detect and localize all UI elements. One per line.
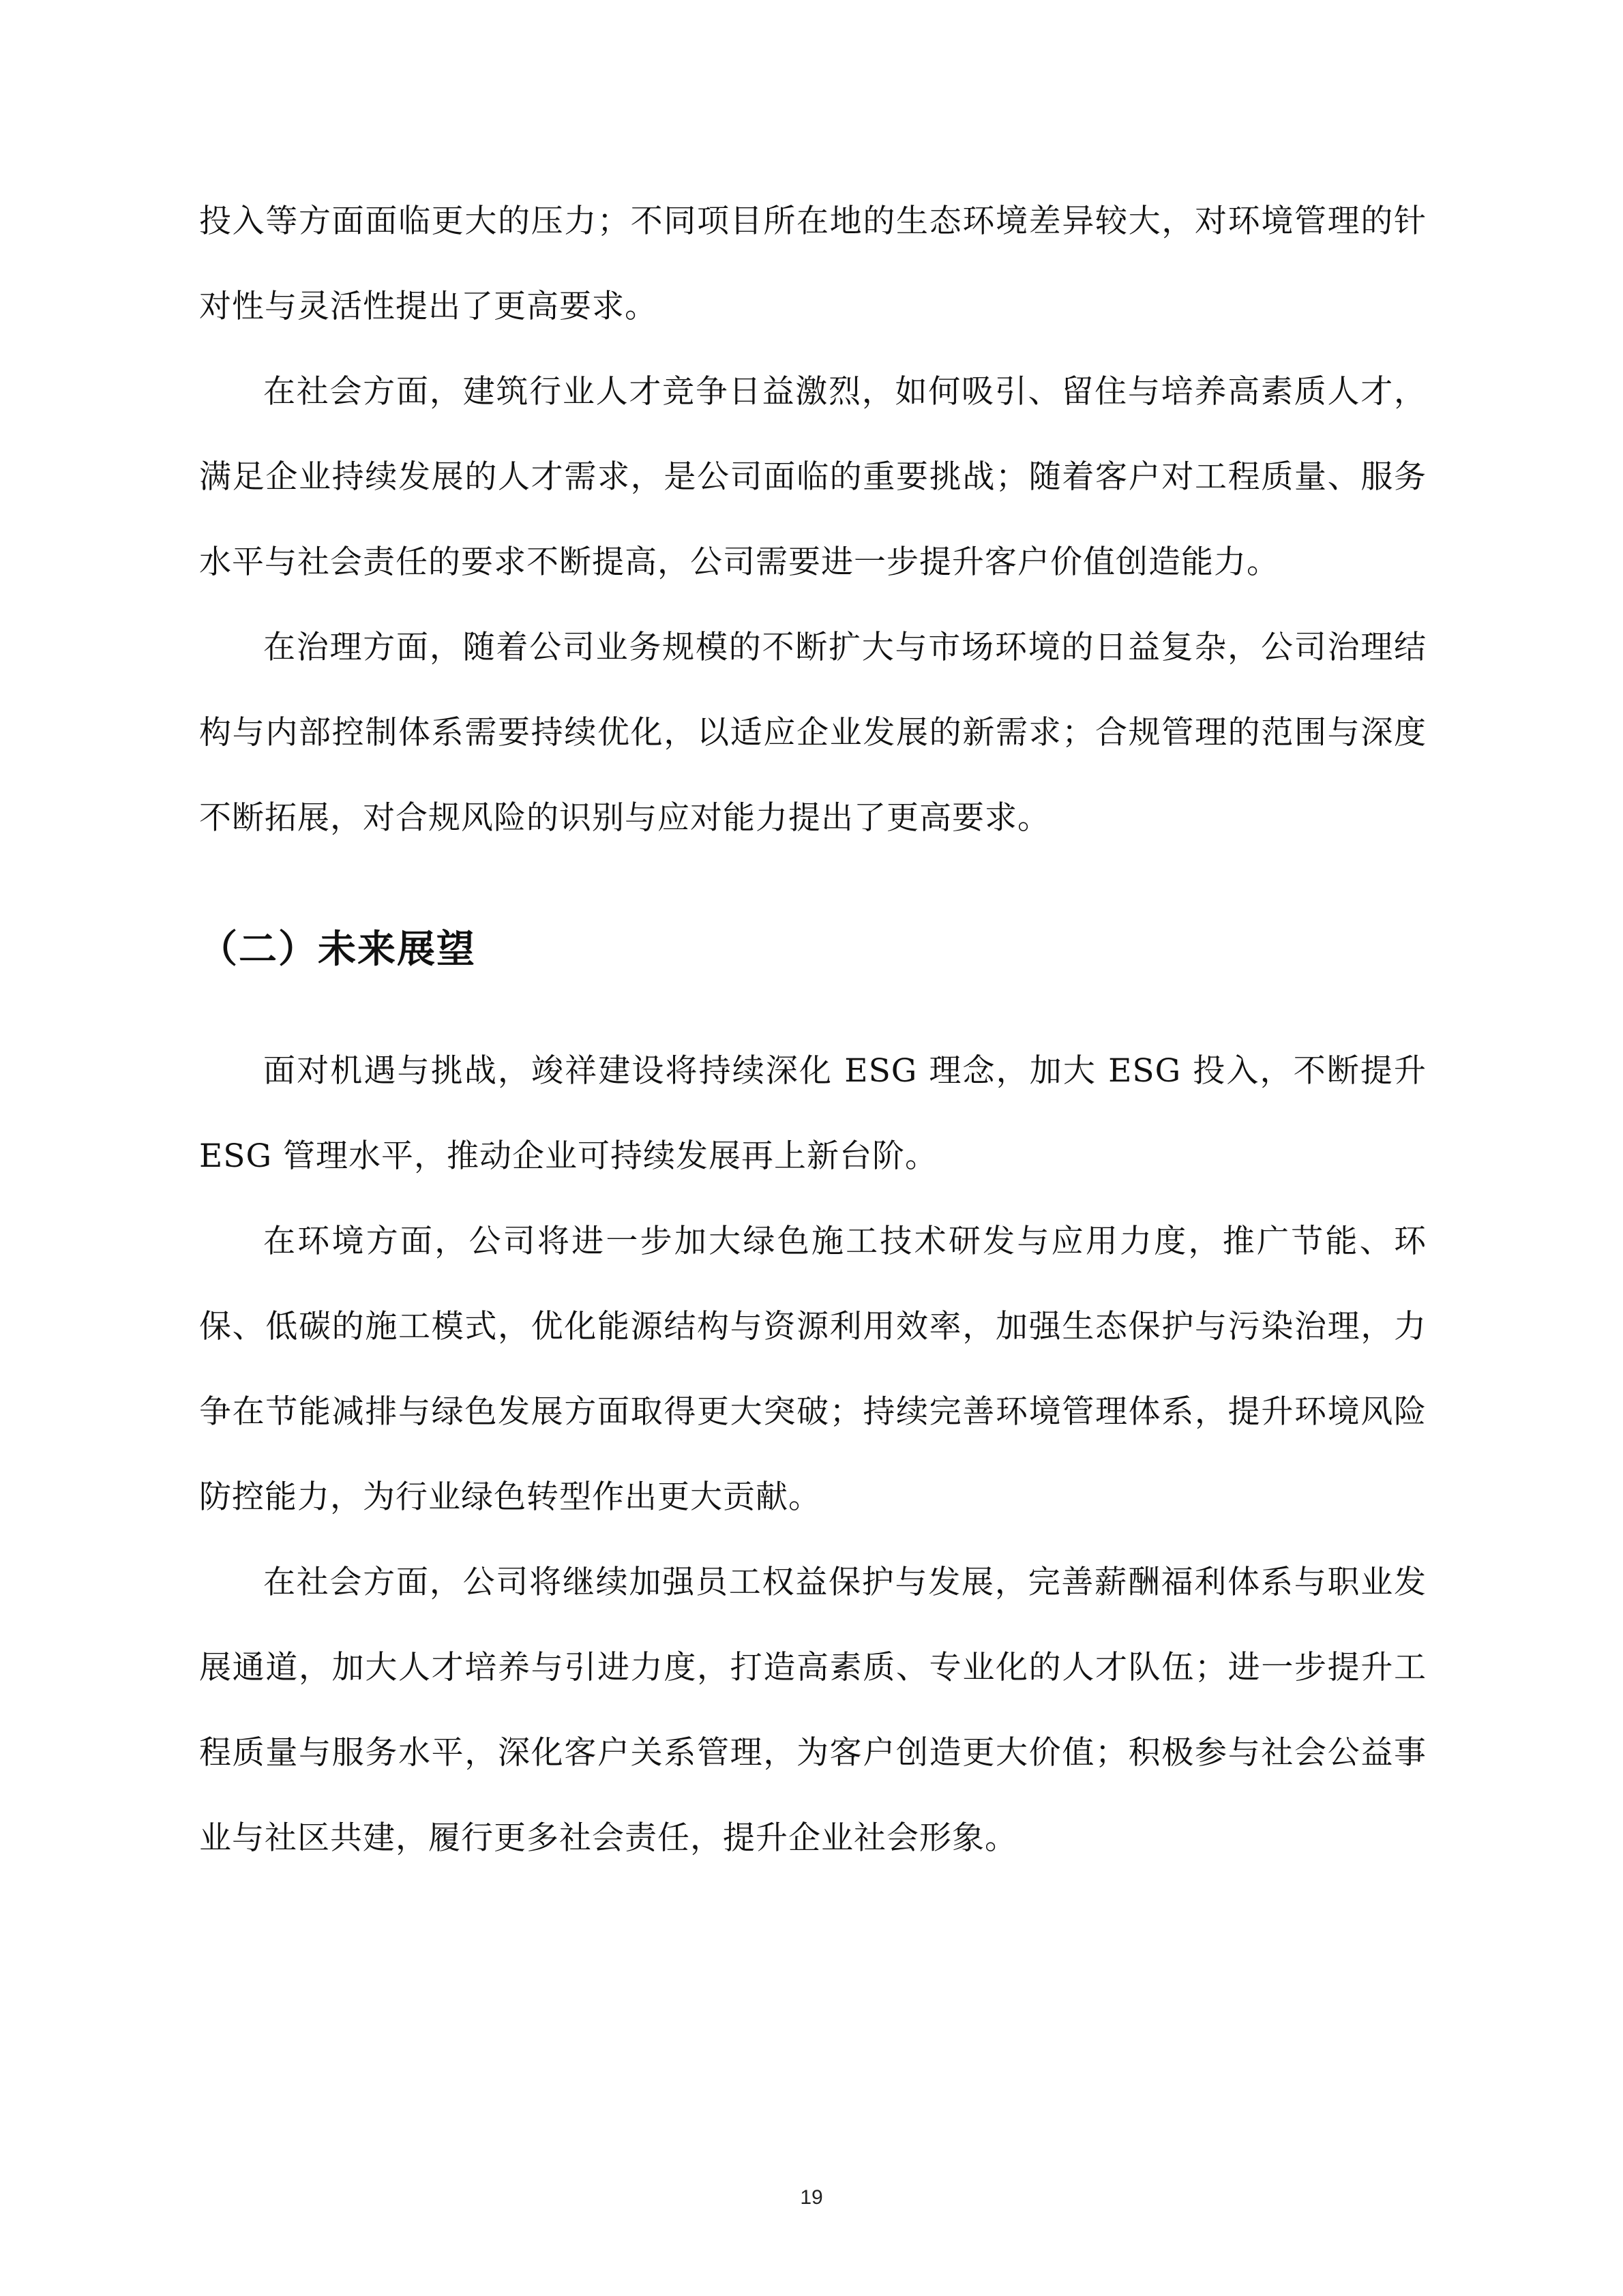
- section-heading: （二）未来展望: [199, 927, 476, 972]
- page-number: 19: [800, 2186, 823, 2209]
- paragraph-environment-outlook: 在环境方面，公司将进一步加大绿色施工技术研发与应用力度，推广节能、环保、低碳的施工模式，优化能源结构与资源利用效率，加强生态保护与污染治理，力争在节能减排与绿色发展方面取得更大突破；持续完善环境管理体系，提升环境风险防控能力，为行业绿色转型作出更大贡献。: [199, 1223, 1427, 1516]
- paragraph-outlook-intro: 面对机遇与挑战，竣祥建设将持续深化 ESG 理念，加大 ESG 投入，不断提升 ESG 管理水平，推动企业可持续发展再上新台阶。: [199, 1052, 1427, 1175]
- paragraph-continued: 投入等方面面临更大的压力；不同项目所在地的生态环境差异较大，对环境管理的针对性与灵活性提出了更高要求。: [199, 203, 1427, 325]
- paragraph-social-challenges: 在社会方面，建筑行业人才竞争日益激烈，如何吸引、留住与培养高素质人才，满足企业持续发展的人才需求，是公司面临的重要挑战；随着客户对工程质量、服务水平与社会责任的要求不断提高，公司需要进一步提升客户价值创造能力。: [199, 373, 1427, 581]
- paragraph-governance-challenges: 在治理方面，随着公司业务规模的不断扩大与市场环境的日益复杂，公司治理结构与内部控制体系需要持续优化，以适应企业发展的新需求；合规管理的范围与深度不断拓展，对合规风险的识别与应对能力提出了更高要求。: [199, 629, 1427, 837]
- page-content: [199, 179, 1427, 1881]
- paragraph-social-outlook: 在社会方面，公司将继续加强员工权益保护与发展，完善薪酬福利体系与职业发展通道，加大人才培养与引进力度，打造高素质、专业化的人才队伍；进一步提升工程质量与服务水平，深化客户关系管理，为客户创造更大价值；积极参与社会公益事业与社区共建，履行更多社会责任，提升企业社会形象。: [199, 1564, 1427, 1857]
